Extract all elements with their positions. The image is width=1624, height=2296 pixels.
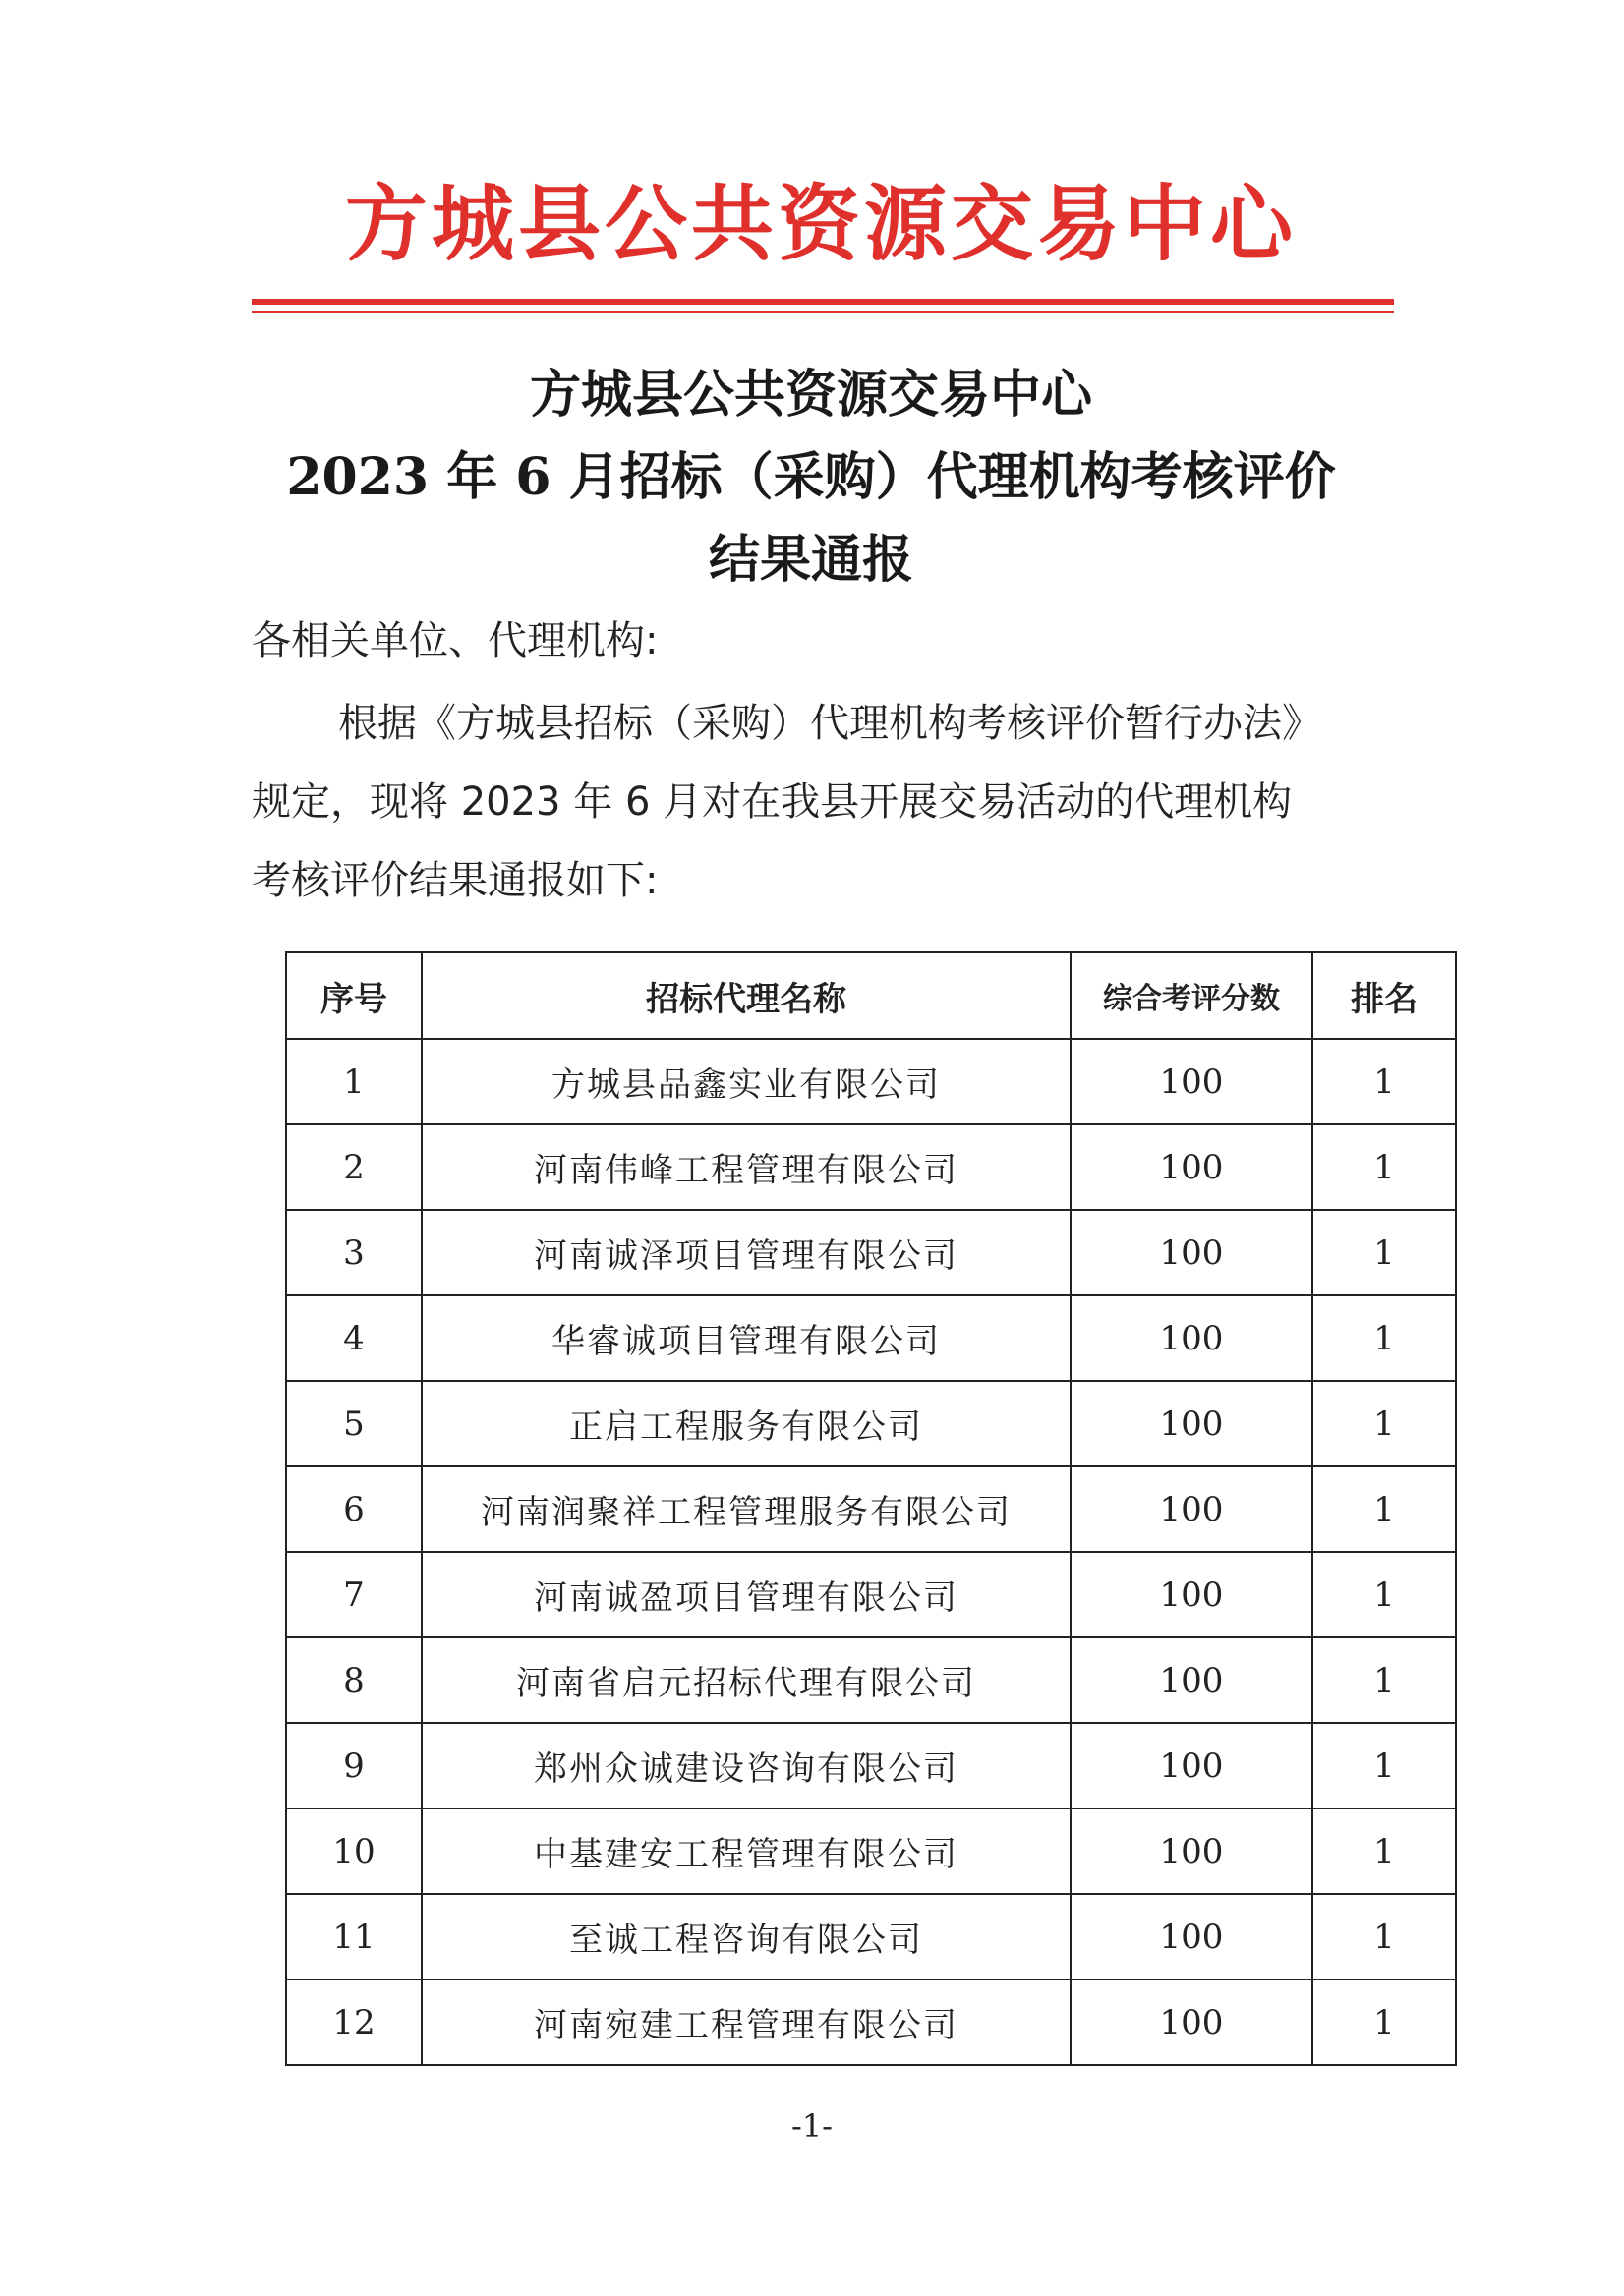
document-title-line-2: 2023 年 6 月招标（采购）代理机构考核评价 xyxy=(286,447,1336,507)
row-rank: 1 xyxy=(1312,1466,1456,1552)
row-score: 100 xyxy=(1071,1295,1312,1381)
row-rank: 1 xyxy=(1312,1381,1456,1466)
document-title-line-3: 结果通报 xyxy=(708,530,913,590)
letterhead-rule-thin xyxy=(252,311,1394,313)
row-index: 6 xyxy=(286,1466,422,1552)
row-rank: 1 xyxy=(1312,1723,1456,1808)
row-index: 10 xyxy=(286,1808,422,1894)
row-agency-name: 河南诚盈项目管理有限公司 xyxy=(422,1552,1071,1637)
row-rank: 1 xyxy=(1312,1039,1456,1124)
row-agency-name: 河南润聚祥工程管理服务有限公司 xyxy=(422,1466,1071,1552)
header-rank: 排名 xyxy=(1312,952,1456,1039)
header-score: 综合考评分数 xyxy=(1071,952,1312,1039)
row-rank: 1 xyxy=(1312,1894,1456,1980)
row-score: 100 xyxy=(1071,1552,1312,1637)
row-score: 100 xyxy=(1071,1723,1312,1808)
row-score: 100 xyxy=(1071,1381,1312,1466)
table-row xyxy=(286,1124,1456,1210)
row-agency-name: 河南宛建工程管理有限公司 xyxy=(422,1980,1071,2065)
row-rank: 1 xyxy=(1312,1980,1456,2065)
row-score: 100 xyxy=(1071,1808,1312,1894)
table-header-row xyxy=(286,952,1456,1039)
row-rank: 1 xyxy=(1312,1552,1456,1637)
row-index: 2 xyxy=(286,1124,422,1210)
row-agency-name: 至诚工程咨询有限公司 xyxy=(422,1894,1071,1980)
row-score: 100 xyxy=(1071,1124,1312,1210)
row-score: 100 xyxy=(1071,1980,1312,2065)
row-score: 100 xyxy=(1071,1637,1312,1723)
row-rank: 1 xyxy=(1312,1808,1456,1894)
row-score: 100 xyxy=(1071,1466,1312,1552)
letterhead-org-name: 方城县公共资源交易中心 xyxy=(344,175,1297,272)
body-paragraph-line-2: 规定，现将 2023 年 6 月对在我县开展交易活动的代理机构 xyxy=(252,779,1293,825)
table-row xyxy=(286,1552,1456,1637)
table-row xyxy=(286,1295,1456,1381)
body-paragraph-line-1: 根据《方城县招标（采购）代理机构考核评价暂行办法》 xyxy=(338,701,1321,746)
row-index: 4 xyxy=(286,1295,422,1381)
row-index: 7 xyxy=(286,1552,422,1637)
page-number: -1- xyxy=(791,2107,833,2145)
table-row xyxy=(286,1894,1456,1980)
row-index: 8 xyxy=(286,1637,422,1723)
row-agency-name: 方城县品鑫实业有限公司 xyxy=(422,1039,1071,1124)
letterhead-rule-thick xyxy=(252,299,1394,305)
row-agency-name: 河南伟峰工程管理有限公司 xyxy=(422,1124,1071,1210)
row-index: 9 xyxy=(286,1723,422,1808)
table-row xyxy=(286,1381,1456,1466)
row-agency-name: 河南省启元招标代理有限公司 xyxy=(422,1637,1071,1723)
row-score: 100 xyxy=(1071,1894,1312,1980)
row-rank: 1 xyxy=(1312,1295,1456,1381)
document-title-line-1: 方城县公共资源交易中心 xyxy=(529,365,1092,425)
row-agency-name: 河南诚泽项目管理有限公司 xyxy=(422,1210,1071,1295)
body-paragraph-line-3: 考核评价结果通报如下: xyxy=(252,858,659,903)
header-index: 序号 xyxy=(286,952,422,1039)
table-row xyxy=(286,1723,1456,1808)
table-row xyxy=(286,1808,1456,1894)
row-index: 11 xyxy=(286,1894,422,1980)
table-row xyxy=(286,1039,1456,1124)
results-table xyxy=(285,951,1457,2066)
table-row xyxy=(286,1637,1456,1723)
row-rank: 1 xyxy=(1312,1210,1456,1295)
row-index: 3 xyxy=(286,1210,422,1295)
row-agency-name: 郑州众诚建设咨询有限公司 xyxy=(422,1723,1071,1808)
row-score: 100 xyxy=(1071,1039,1312,1124)
row-agency-name: 华睿诚项目管理有限公司 xyxy=(422,1295,1071,1381)
row-index: 12 xyxy=(286,1980,422,2065)
table-row xyxy=(286,1980,1456,2065)
table-row xyxy=(286,1466,1456,1552)
row-rank: 1 xyxy=(1312,1124,1456,1210)
row-agency-name: 中基建安工程管理有限公司 xyxy=(422,1808,1071,1894)
row-rank: 1 xyxy=(1312,1637,1456,1723)
row-index: 1 xyxy=(286,1039,422,1124)
salutation: 各相关单位、代理机构: xyxy=(252,618,659,663)
row-agency-name: 正启工程服务有限公司 xyxy=(422,1381,1071,1466)
header-agency-name: 招标代理名称 xyxy=(422,952,1071,1039)
table-row xyxy=(286,1210,1456,1295)
row-score: 100 xyxy=(1071,1210,1312,1295)
row-index: 5 xyxy=(286,1381,422,1466)
